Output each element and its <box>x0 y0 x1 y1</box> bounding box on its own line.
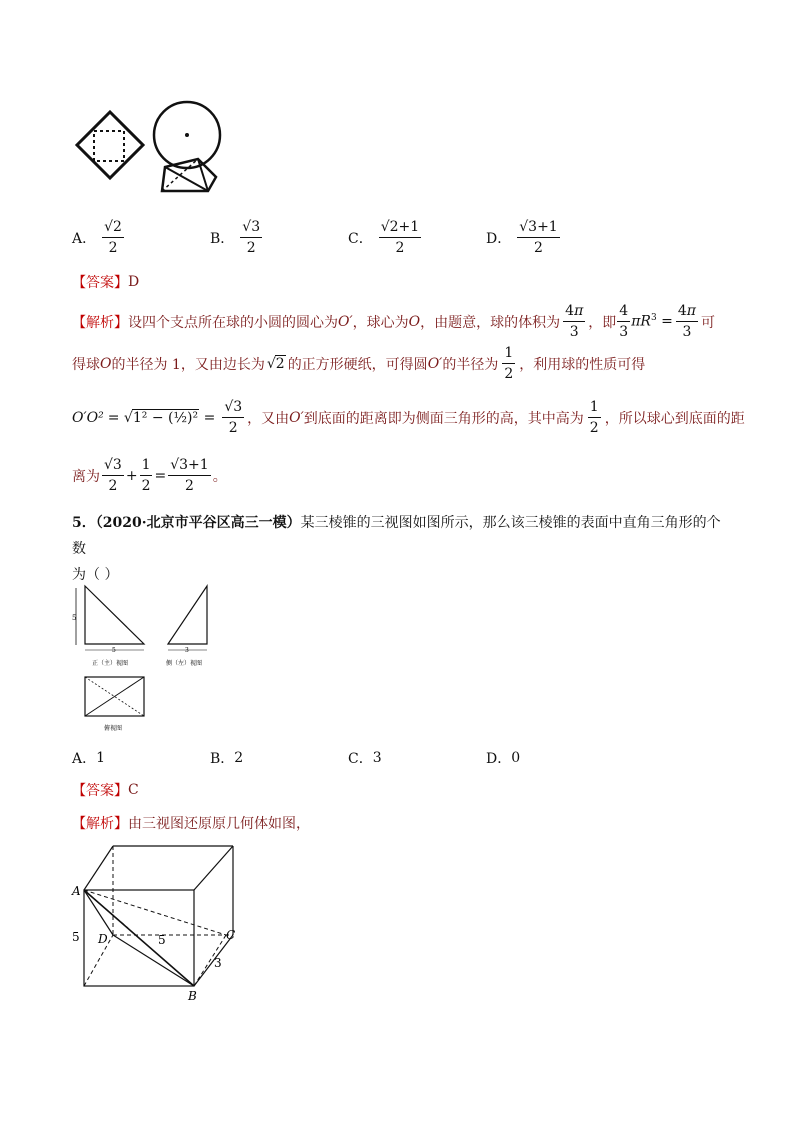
edge-label-5-left: 5 <box>72 930 80 944</box>
analysis-1-line-4: 离为 $\frac{√3}{2}$ + $\frac{1}{2}$ = $\frac{√3+1}{2}$ 。 <box>72 457 227 494</box>
vertex-a: A <box>72 884 81 898</box>
front-view-label: 正（主）视图 <box>92 660 129 667</box>
restored-solid-figure <box>68 840 258 1005</box>
sphere-support-figure <box>70 95 230 195</box>
option-c2[interactable]: C． 3 <box>348 750 382 767</box>
vertex-d: D <box>98 932 108 946</box>
option-a1[interactable]: A． $\frac{√2}{2}$ <box>72 219 122 256</box>
answer-2: 【答案】 C <box>72 782 139 799</box>
front-dim-5b: 5 <box>112 647 116 654</box>
analysis-2: 【解析】 由三视图还原原几何体如图， <box>72 816 310 832</box>
side-view-label: 侧（左）视图 <box>166 660 203 667</box>
option-a2[interactable]: A． 1 <box>72 750 106 767</box>
vertex-c: C <box>226 928 236 942</box>
front-dim-5: 5 <box>72 614 77 622</box>
top-view-label: 俯视图 <box>104 725 123 732</box>
option-c1[interactable]: C． $\frac{√2+1}{2}$ <box>348 219 420 256</box>
option-d1[interactable]: D． $\frac{√3+1}{2}$ <box>486 219 558 256</box>
edge-label-3: 3 <box>214 956 222 970</box>
analysis-1-line-1: 【解析】 设四个支点所在球的小圆的圆心为 O′ ，球心为 O ，由题意，球的体积为 $\frac{4\pi}{3}$ ，即 $\frac{4}{3}$ $\pi R^3$ = $\frac{4\pi}{3}$ 可 <box>72 303 715 340</box>
option-b2[interactable]: B． 2 <box>210 750 244 767</box>
edge-label-5-diag: 5 <box>158 933 166 947</box>
side-dim-3: 3 <box>185 647 189 654</box>
option-d2[interactable]: D． 0 <box>486 750 521 767</box>
answer-1: 【答案】 D <box>72 274 140 291</box>
analysis-1-line-3: O′O² = √1² − (½)² = $\frac{√3}{2}$ ，又由 O′ 到底面的距离即为侧面三角形的高，其中高为 $\frac{1}{2}$ ，所以球心到底面的距 <box>72 399 745 436</box>
analysis-1-line-2: 得球 O 的半径为 1，又由边长为 √2 的正方形硬纸，可得圆 O′ 的半径为 $\frac{1}{2}$ ，利用球的性质可得 <box>72 345 646 382</box>
vertex-b: B <box>188 989 197 1003</box>
question-5: 5．（2020·北京市平谷区高三一模）某三棱锥的三视图如图所示，那么该三棱锥的表面中直角三角形的个数 为（ ） <box>72 515 721 583</box>
three-views-figure <box>70 580 230 740</box>
option-b1[interactable]: B． $\frac{√3}{2}$ <box>210 219 261 256</box>
